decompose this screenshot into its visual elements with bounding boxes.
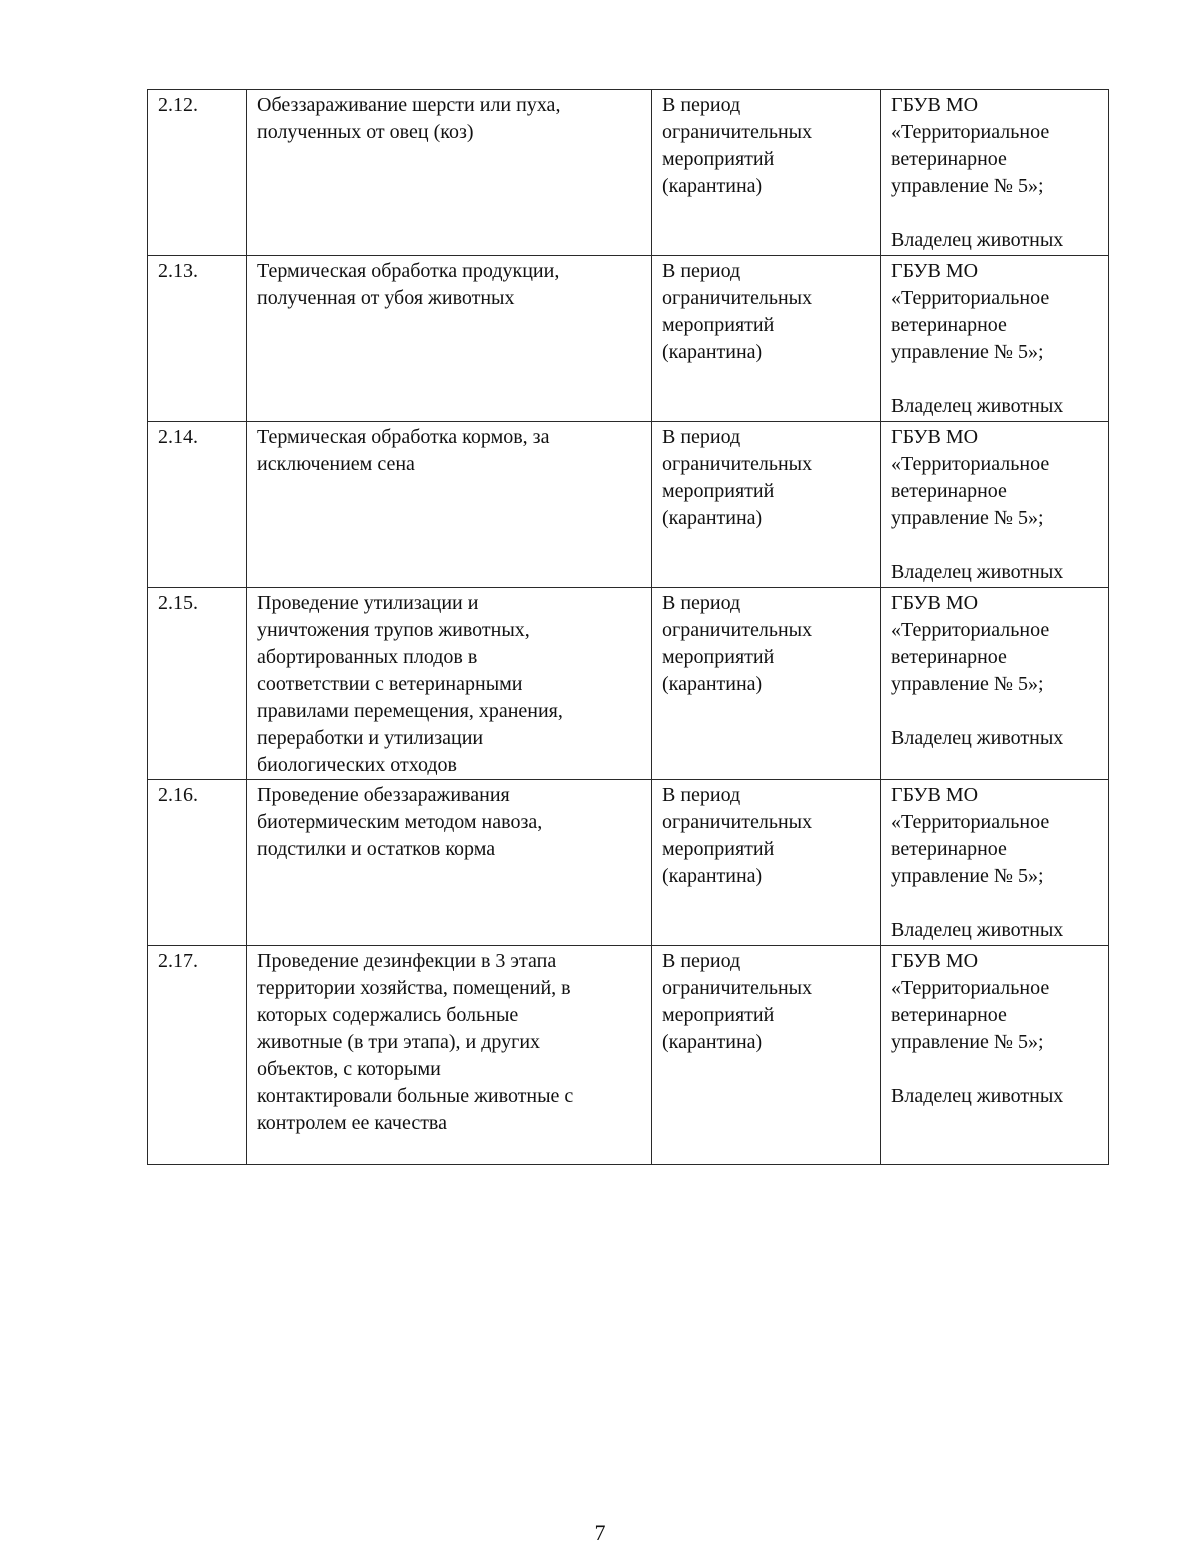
row-number: 2.17.: [148, 946, 247, 1165]
measure-period: В период ограничительных мероприятий (карантина): [652, 90, 881, 256]
measure-description: Проведение дезинфекции в 3 этапа территории хозяйства, помещений, в которых содержались больные животные (в три этапа), и других объектов, с которыми контактировали больные животные с контролем ее качества: [247, 946, 652, 1165]
measure-responsible: ГБУВ МО «Территориальное ветеринарное управление № 5»; Владелец животных: [881, 780, 1109, 946]
row-number: 2.16.: [148, 780, 247, 946]
measure-responsible: ГБУВ МО «Территориальное ветеринарное управление № 5»; Владелец животных: [881, 90, 1109, 256]
table-row: [148, 946, 1109, 1165]
measure-responsible: ГБУВ МО «Территориальное ветеринарное управление № 5»; Владелец животных: [881, 422, 1109, 588]
measure-responsible: ГБУВ МО «Территориальное ветеринарное управление № 5»; Владелец животных: [881, 588, 1109, 780]
measure-responsible: ГБУВ МО «Территориальное ветеринарное управление № 5»; Владелец животных: [881, 256, 1109, 422]
measure-description: Термическая обработка кормов, за исключением сена: [247, 422, 652, 588]
measure-description: Термическая обработка продукции, полученная от убоя животных: [247, 256, 652, 422]
table-row: [148, 588, 1109, 780]
measure-responsible: ГБУВ МО «Территориальное ветеринарное управление № 5»; Владелец животных: [881, 946, 1109, 1165]
row-number: 2.13.: [148, 256, 247, 422]
measure-period: В период ограничительных мероприятий (карантина): [652, 780, 881, 946]
table-row: [148, 90, 1109, 256]
measures-table: [147, 89, 1109, 1165]
measure-period: В период ограничительных мероприятий (карантина): [652, 588, 881, 780]
measure-period: В период ограничительных мероприятий (карантина): [652, 256, 881, 422]
measure-period: В период ограничительных мероприятий (карантина): [652, 946, 881, 1165]
table-row: [148, 780, 1109, 946]
measure-period: В период ограничительных мероприятий (карантина): [652, 422, 881, 588]
row-number: 2.12.: [148, 90, 247, 256]
row-number: 2.14.: [148, 422, 247, 588]
measure-description: Проведение обеззараживания биотермическим методом навоза, подстилки и остатков корма: [247, 780, 652, 946]
table-row: [148, 422, 1109, 588]
measure-description: Обеззараживание шерсти или пуха, полученных от овец (коз): [247, 90, 652, 256]
measure-description: Проведение утилизации и уничтожения трупов животных, абортированных плодов в соответствии с ветеринарными правилами перемещения, хранения, переработки и утилизации биологических отходов: [247, 588, 652, 780]
row-number: 2.15.: [148, 588, 247, 780]
page-number: 7: [594, 1520, 606, 1545]
table-row: [148, 256, 1109, 422]
